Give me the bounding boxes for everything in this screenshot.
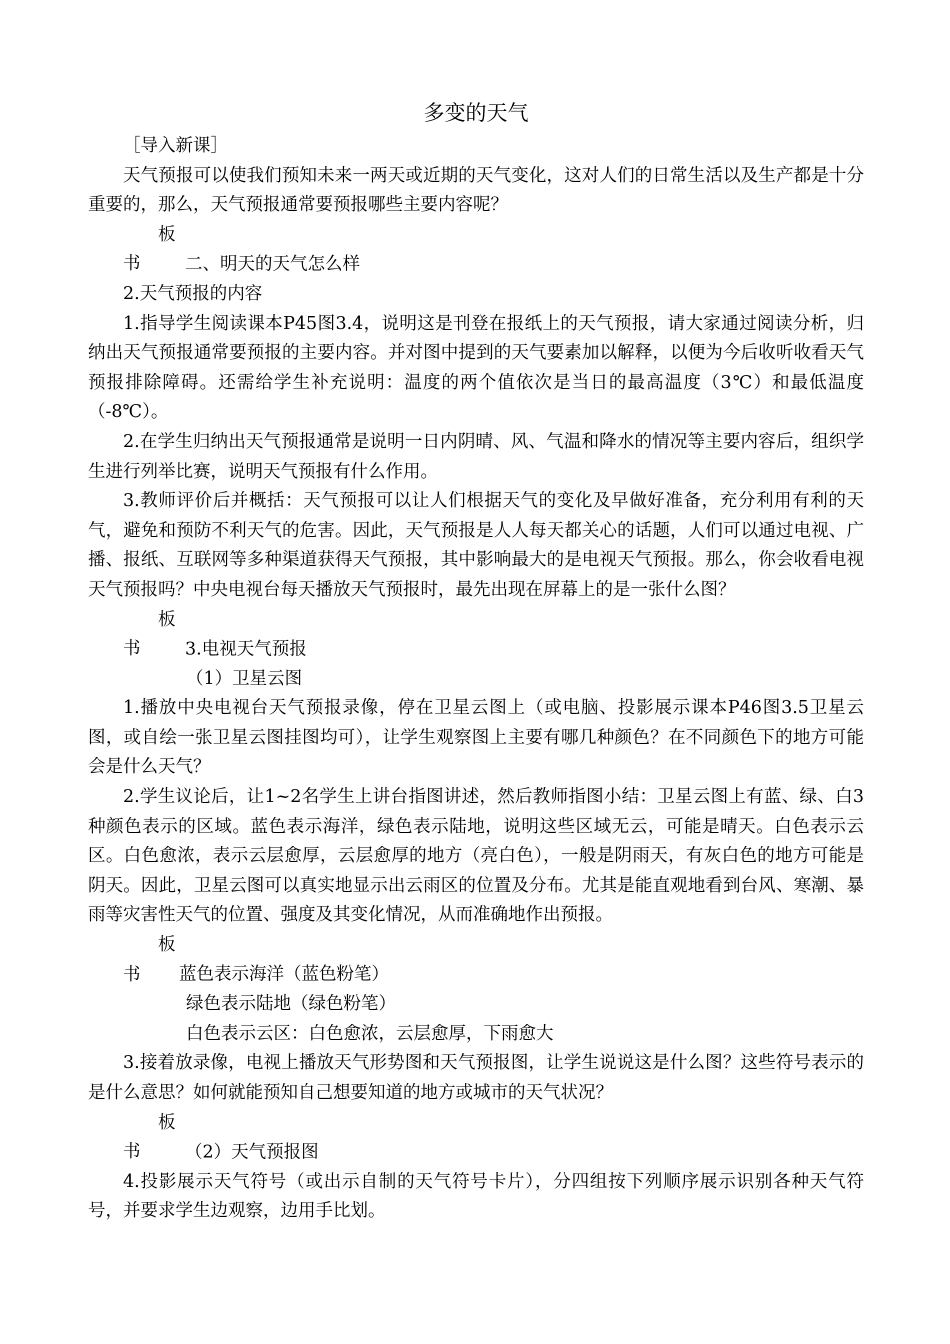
document-title: 多变的天气	[423, 101, 529, 125]
board-text: （2）天气预报图	[185, 1142, 319, 1163]
board-text: 蓝色表示海洋（蓝色粉笔）	[179, 964, 389, 985]
board-note-1	[88, 221, 864, 280]
paragraph-8: 4.投影展示天气符号（或出示自制的天气符号卡片），分四组按下列顺序展示识别各种天气符号，并要求学生边观察，边用手比划。	[88, 1171, 864, 1222]
board-note-3-line-3: 白色表示云区：白色愈浓，云层愈厚，下雨愈大	[186, 1023, 554, 1044]
board-label: 板书	[123, 1112, 176, 1163]
board-label: 板书	[123, 224, 176, 275]
board-note-4	[88, 1109, 864, 1168]
board-note-3-line-2: 绿色表示陆地（绿色粉笔）	[186, 994, 396, 1015]
board-label: 板书	[123, 935, 176, 985]
subheading-satellite: （1）卫星云图	[186, 668, 303, 689]
section-heading-intro: ［导入新课］	[123, 136, 228, 156]
board-label: 板书	[123, 609, 176, 660]
paragraph-6: 2.学生议论后，让1~2名学生上讲台指图讲述，然后教师指图小结：卫星云图上有蓝、绿、白3种颜色表示的区域。蓝色表示海洋，绿色表示陆地，说明这些区域无云，可能是晴天。白色表示云区。白色愈浓，表示云层愈厚，云层愈厚的地方（亮白色），一般是阴雨天，有灰白色的地方可能是阴天。因此，卫星云图可以真实地显示出云雨区的位置及分布。尤其是能直观地看到台风、寒潮、暴雨等灾害性天气的位置、强度及其变化情况，从而准确地作出预报。	[88, 787, 864, 926]
paragraph-1: 天气预报可以使我们预知未来一两天或近期的天气变化，这对人们的日常生活以及生产都是十分重要的，那么，天气预报通常要预报哪些主要内容呢？	[88, 165, 864, 216]
document-page	[88, 98, 864, 1227]
board-text: 二、明天的天气怎么样	[185, 254, 360, 275]
board-note-2	[88, 606, 864, 665]
paragraph-3: 2.在学生归纳出天气预报通常是说明一日内阴晴、风、气温和降水的情况等主要内容后，组织学生进行列举比赛，说明天气预报有什么作用。	[88, 431, 864, 482]
subheading-forecast-content: 2.天气预报的内容	[123, 283, 263, 304]
paragraph-7: 3.接着放录像，电视上播放天气形势图和天气预报图，让学生说说这是什么图？这些符号表示的是什么意思？如何就能预知自己想要知道的地方或城市的天气状况？	[88, 1053, 864, 1103]
paragraph-5: 1.播放中央电视台天气预报录像，停在卫星云图上（或电脑、投影展示课本P46图3.5卫星云图，或自绘一张卫星云图挂图均可），让学生观察图上主要有哪几种颜色？在不同颜色下的地方可能会是什么天气？	[88, 698, 864, 778]
board-note-3	[88, 931, 864, 990]
board-text: 3.电视天气预报	[185, 639, 307, 660]
paragraph-4: 3.教师评价后并概括：天气预报可以让人们根据天气的变化及早做好准备，充分利用有利的天气，避免和预防不利天气的危害。因此，天气预报是人人每天都关心的话题，人们可以通过电视、广播、报纸、互联网等多种渠道获得天气预报，其中影响最大的是电视天气预报。那么，你会收看电视天气预报吗？中央电视台每天播放天气预报时，最先出现在屏幕上的是一张什么图？	[88, 491, 864, 600]
paragraph-2: 1.指导学生阅读课本P45图3.4，说明这是刊登在报纸上的天气预报，请大家通过阅读分析，归纳出天气预报通常要预报的主要内容。并对图中提到的天气要素加以解释，以便为今后收听收看天气预报排除障碍。还需给学生补充说明：温度的两个值依次是当日的最高温度（3℃）和最低温度（-8℃）。	[88, 313, 864, 423]
